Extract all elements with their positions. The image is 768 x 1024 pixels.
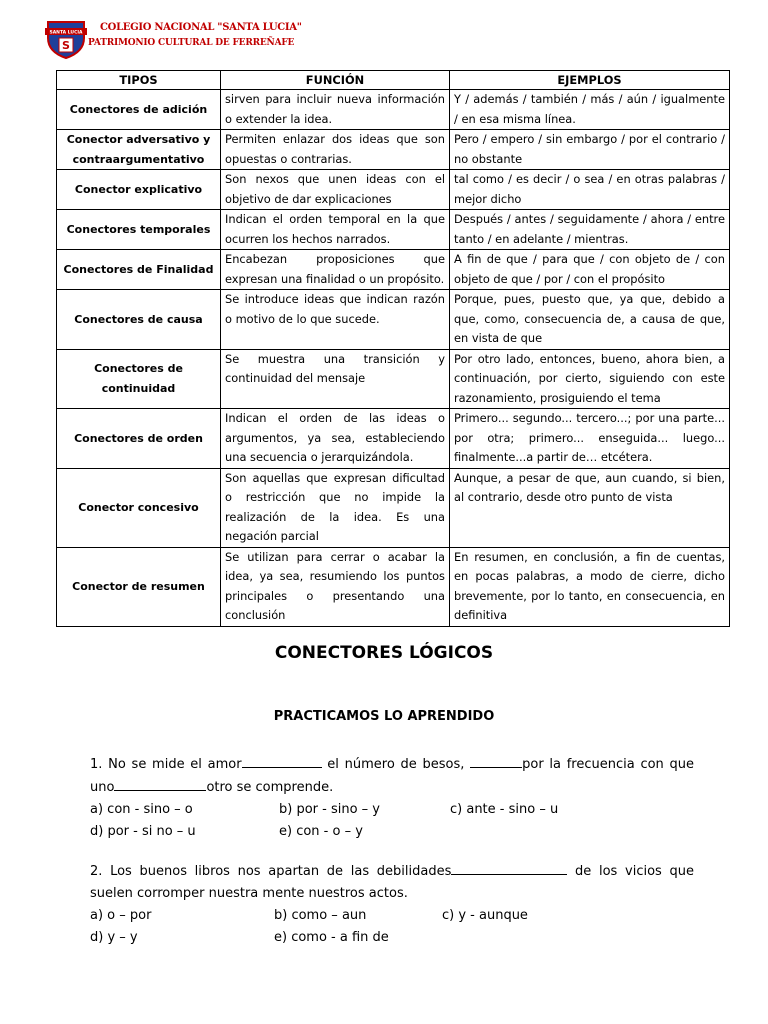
tipo-cell: Conector de resumen xyxy=(57,547,221,626)
funcion-cell: Encabezan proposiciones que expresan una finalidad o un propósito. xyxy=(221,250,450,290)
blank-line[interactable] xyxy=(114,776,206,791)
blank-line[interactable] xyxy=(242,753,322,768)
ejemplos-cell: Porque, pues, puesto que, ya que, debido a que, como, consecuencia de, a causa de que, en vista de que xyxy=(450,290,730,350)
option-c[interactable]: c) y - aunque xyxy=(442,908,528,923)
section-subtitle: PRACTICAMOS LO APRENDIDO xyxy=(273,709,495,724)
tipo-cell: Conectores de causa xyxy=(57,290,221,350)
table-row xyxy=(57,90,730,130)
option-e[interactable]: e) como - a fin de xyxy=(274,930,389,945)
tipo-cell: Conectores de continuidad xyxy=(57,349,221,409)
tipo-cell: Conector concesivo xyxy=(57,468,221,547)
ejemplos-cell: Primero... segundo... tercero...; por una parte... por otra; primero... enseguida... luego... finalmente...a partir de… etcétera. xyxy=(450,409,730,469)
logo-banner-text: SANTA LUCIA xyxy=(49,30,83,36)
q1-part-3: por la frecuencia con que uno xyxy=(90,757,695,795)
funcion-cell: Indican el orden de las ideas o argumentos, ya sea, estableciendo una secuencia o jerarquizándola. xyxy=(221,409,450,469)
blank-line[interactable] xyxy=(451,860,567,875)
school-crest-logo xyxy=(44,16,88,60)
exercise-1 xyxy=(90,753,694,843)
options-row xyxy=(90,927,694,949)
exercise-2 xyxy=(90,860,694,949)
option-a[interactable]: a) o – por xyxy=(90,908,152,923)
option-d[interactable]: d) por - si no – u xyxy=(90,824,196,839)
ejemplos-cell: A fin de que / para que / con objeto de / con objeto de que / por / con el propósito xyxy=(450,250,730,290)
option-e[interactable]: e) con - o – y xyxy=(279,824,363,839)
connectors-table xyxy=(56,70,730,627)
options-row xyxy=(90,821,694,843)
options-row xyxy=(90,799,694,821)
table-row xyxy=(57,547,730,626)
funcion-cell: Se muestra una transición y continuidad del mensaje xyxy=(221,349,450,409)
table-row xyxy=(57,468,730,547)
option-a[interactable]: a) con - sino – o xyxy=(90,802,193,817)
table-row xyxy=(57,210,730,250)
tipo-cell: Conectores temporales xyxy=(57,210,221,250)
option-b[interactable]: b) como – aun xyxy=(274,908,367,923)
funcion-cell: Se utilizan para cerrar o acabar la idea, ya sea, resumiendo los puntos principales o presentando una conclusión xyxy=(221,547,450,626)
school-name: COLEGIO NACIONAL "SANTA LUCIA" xyxy=(100,22,302,33)
table-row xyxy=(57,250,730,290)
blank-line[interactable] xyxy=(470,753,522,768)
ejemplos-cell: Después / antes / seguidamente / ahora / entre tanto / en adelante / mientras. xyxy=(450,210,730,250)
table-row xyxy=(57,290,730,350)
q2-part-2: de los vicios que suelen corromper nuestra mente nuestros actos. xyxy=(90,864,694,901)
tipo-cell: Conector adversativo y contraargumentativo xyxy=(57,130,221,170)
funcion-cell: Son nexos que unen ideas con el objetivo de dar explicaciones xyxy=(221,170,450,210)
funcion-cell: Indican el orden temporal en la que ocurren los hechos narrados. xyxy=(221,210,450,250)
tipo-cell: Conector explicativo xyxy=(57,170,221,210)
ejemplos-cell: Por otro lado, entonces, bueno, ahora bien, a continuación, por cierto, siguiendo con este razonamiento, prosiguiendo el tema xyxy=(450,349,730,409)
table-row xyxy=(57,170,730,210)
option-b[interactable]: b) por - sino – y xyxy=(279,802,380,817)
q1-part-4: otro se comprende. xyxy=(206,780,334,795)
option-d[interactable]: d) y – y xyxy=(90,930,138,945)
header-tipos: TIPOS xyxy=(57,71,221,90)
table-header-row xyxy=(57,71,730,90)
tipo-cell: Conectores de orden xyxy=(57,409,221,469)
page-title: CONECTORES LÓGICOS xyxy=(274,643,494,663)
tipo-cell: Conectores de adición xyxy=(57,90,221,130)
question-2-text xyxy=(90,860,694,905)
funcion-cell: sirven para incluir nueva información o extender la idea. xyxy=(221,90,450,130)
funcion-cell: Se introduce ideas que indican razón o motivo de lo que sucede. xyxy=(221,290,450,350)
q1-part-2: el número de besos, xyxy=(321,757,471,772)
tipo-cell: Conectores de Finalidad xyxy=(57,250,221,290)
funcion-cell: Permiten enlazar dos ideas que son opuestas o contrarias. xyxy=(221,130,450,170)
table-row xyxy=(57,130,730,170)
logo-letter: S xyxy=(62,39,70,52)
q2-part-1: 2. Los buenos libros nos apartan de las debilidades xyxy=(90,864,452,879)
ejemplos-cell: Pero / empero / sin embargo / por el contrario / no obstante xyxy=(450,130,730,170)
header-ejemplos: EJEMPLOS xyxy=(450,71,730,90)
table-row xyxy=(57,349,730,409)
funcion-cell: Son aquellas que expresan dificultad o restricción que no impide la realización de la idea. Es una negación parcial xyxy=(221,468,450,547)
header-funcion: FUNCIÓN xyxy=(221,71,450,90)
ejemplos-cell: Aunque, a pesar de que, aun cuando, si bien, al contrario, desde otro punto de vista xyxy=(450,468,730,547)
question-1-text xyxy=(90,753,694,799)
option-c[interactable]: c) ante - sino – u xyxy=(450,802,559,817)
ejemplos-cell: tal como / es decir / o sea / en otras palabras / mejor dicho xyxy=(450,170,730,210)
table-row xyxy=(57,409,730,469)
options-row xyxy=(90,905,694,927)
school-subtitle: PATRIMONIO CULTURAL DE FERREÑAFE xyxy=(88,38,295,48)
ejemplos-cell: En resumen, en conclusión, a fin de cuentas, en pocas palabras, a modo de cierre, dicho brevemente, por lo tanto, en consecuencia, en definitiva xyxy=(450,547,730,626)
q1-part-1: 1. No se mide el amor xyxy=(90,757,242,772)
ejemplos-cell: Y / además / también / más / aún / igualmente / en esa misma línea. xyxy=(450,90,730,130)
